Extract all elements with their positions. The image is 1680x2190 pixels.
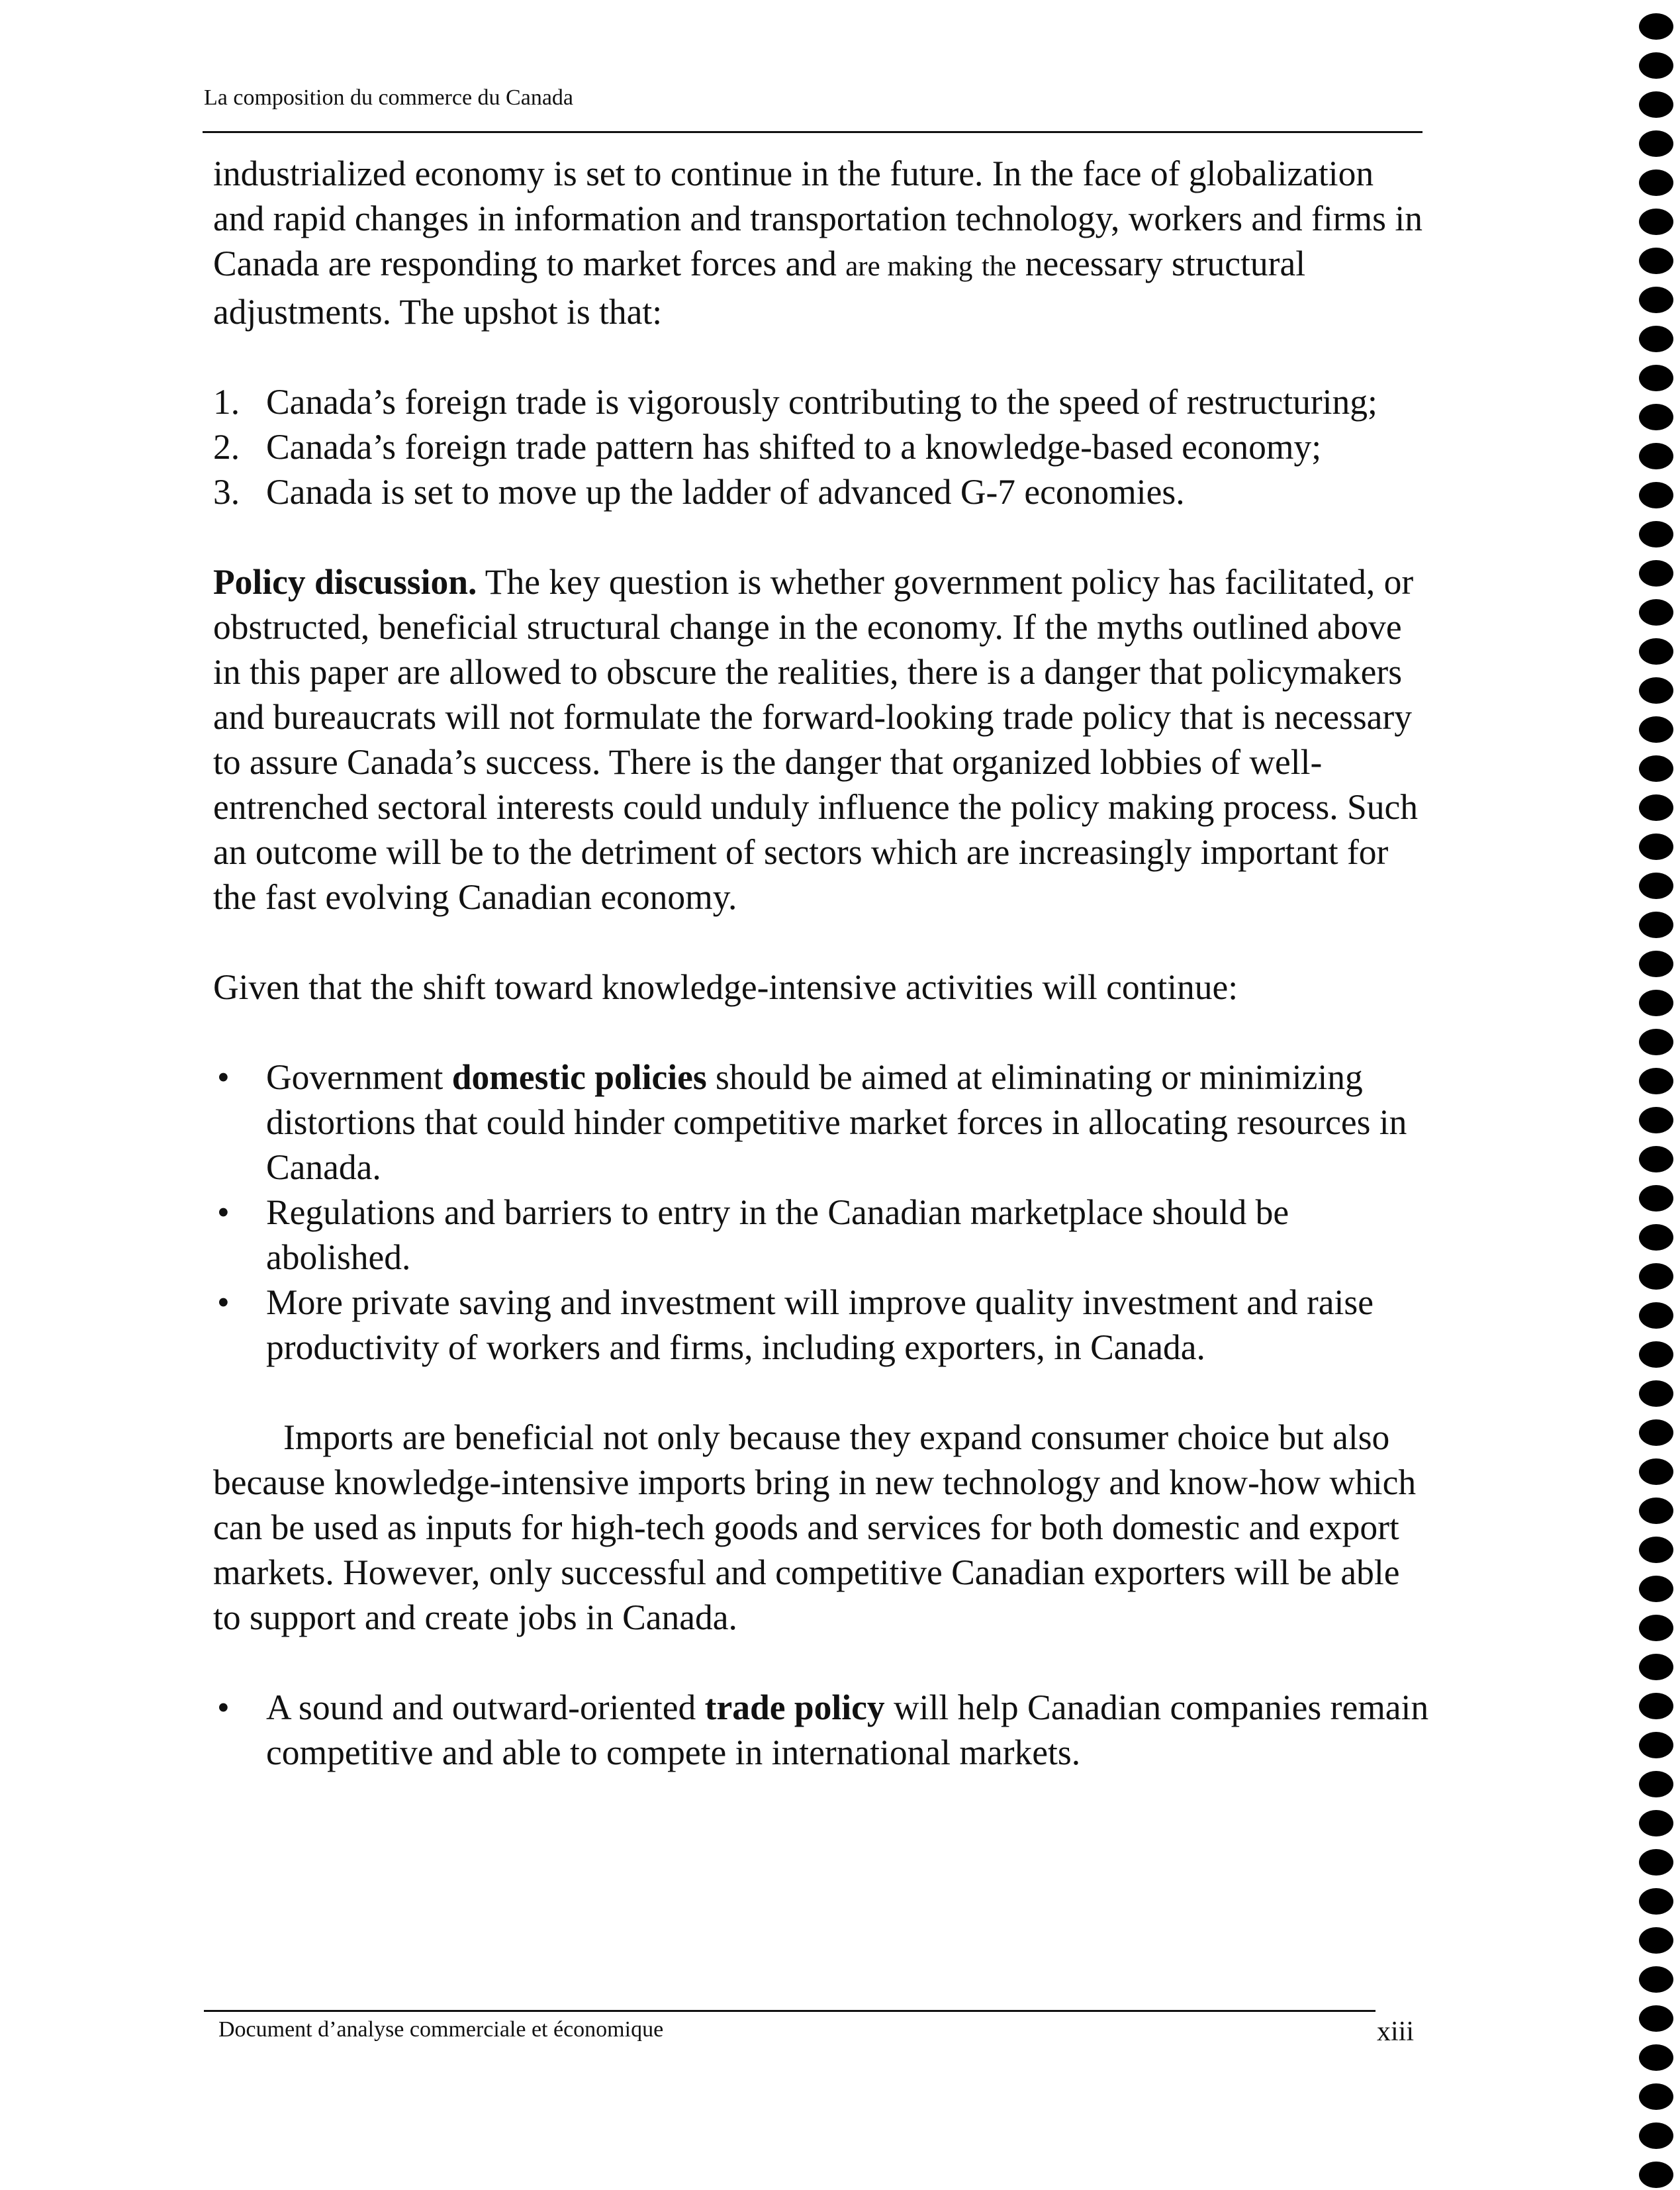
binding-hole [1639,755,1673,782]
given-sentence: Given that the shift toward knowledge-intensive activities will continue: [213,967,1238,1007]
upshot-list [213,379,1431,514]
binding-hole [1639,52,1673,79]
binding-hole [1639,1615,1673,1641]
binding-hole [1639,2162,1673,2188]
bullet-text: should be aimed at eliminating or minimizing distortions that could hinder competitive market forces in allocating resources in Canada. [266,1057,1407,1187]
running-header: La composition du commerce du Canada [204,85,573,110]
intro-small-text-1: are making [845,251,973,282]
binding-hole [1639,1849,1673,1876]
binding-hole [1639,1419,1673,1446]
binding-hole [1639,1224,1673,1251]
list-number: 2. [213,427,240,467]
binding-hole [1639,365,1673,391]
binding-hole [1639,248,1673,274]
page-body [213,151,1431,1775]
intro-small-text-2: the [981,251,1017,282]
bullet-icon: • [217,1282,230,1322]
binding-hole [1639,1029,1673,1055]
page-number: xiii [1377,2017,1415,2047]
intro-paragraph [213,151,1431,334]
binding-hole [1639,443,1673,469]
bullet-text: More private saving and investment will improve quality investment and raise productivity of workers and firms, including exporters, in Canada. [266,1282,1374,1367]
binding-hole [1639,716,1673,743]
binding-hole [1639,169,1673,196]
binding-hole [1639,951,1673,977]
binding-hole [1639,209,1673,235]
binding-hole [1639,560,1673,587]
list-item-text: Canada’s foreign trade is vigorously contributing to the speed of restructuring; [266,382,1377,422]
binding-hole [1639,638,1673,665]
upshot-item-3 [213,469,1431,514]
binding-hole [1639,287,1673,313]
upshot-item-1 [213,379,1431,424]
binding-hole [1639,677,1673,704]
binding-hole [1639,1576,1673,1602]
binding-hole [1639,482,1673,508]
binding-hole [1639,1693,1673,1719]
bullet-bold-text: trade policy [704,1688,885,1727]
binding-hole [1639,1458,1673,1485]
binding-hole [1639,2044,1673,2071]
binding-hole [1639,990,1673,1016]
intro-text: industrialized economy is set to continue in the future. In the face of globalization and rapid changes in information and transportation technology, workers and firms in Canada are responding to market forces and [213,154,1423,283]
bullet-text: will help Canadian companies remain competitive and able to compete in international markets. [266,1688,1429,1772]
trade-bullet-list [213,1685,1431,1775]
header-rule [203,131,1423,133]
binding-hole [1639,1654,1673,1680]
binding-hole [1639,912,1673,938]
binding-hole [1639,1341,1673,1368]
bullet-text: Regulations and barriers to entry in the Canadian marketplace should be abolished. [266,1192,1289,1277]
binding-hole [1639,873,1673,899]
bullet-icon: • [217,1688,230,1727]
binding-hole [1639,326,1673,352]
list-item-text: Canada’s foreign trade pattern has shifted to a knowledge-based economy; [266,427,1322,467]
bullet-item-trade-policy [213,1685,1431,1775]
running-footer: Document d’analyse commerciale et économique [218,2017,664,2042]
list-number: 3. [213,472,240,512]
binding-hole [1639,1146,1673,1172]
binding-hole [1639,2083,1673,2110]
binding-hole [1639,1302,1673,1329]
binding-hole [1639,1537,1673,1563]
bullet-item-saving [213,1280,1431,1370]
binding-hole [1639,13,1673,40]
bullet-bold-text: domestic policies [451,1057,707,1097]
binding-hole [1639,130,1673,157]
bullet-item-domestic [213,1055,1431,1190]
footer-rule [204,2010,1376,2012]
binding-hole [1639,1498,1673,1524]
intro-tail-text: necessary structural adjustments. The upshot is that: [213,244,1306,332]
policy-paragraph [213,559,1431,920]
binding-hole [1639,1771,1673,1797]
binding-hole [1639,1927,1673,1954]
binding-holes [1639,0,1679,2190]
binding-hole [1639,1966,1673,1993]
bullet-item-regulations [213,1190,1431,1280]
binding-hole [1639,521,1673,548]
binding-hole [1639,794,1673,821]
policy-text: The key question is whether government policy has facilitated, or obstructed, beneficial structural change in the economy. If the myths outlined above in this paper are allowed to obscure the realities, there is a danger that policymakers and bureaucrats will not formulate the forward-looking trade policy that is necessary to assure Canada’s success. There is the danger that organized lobbies of well-entrenched sectoral interests could unduly influence the policy making process. Such an outcome will be to the detriment of sectors which are increasingly important for the fast evolving Canadian economy. [213,562,1418,917]
binding-hole [1639,599,1673,626]
binding-hole [1639,1380,1673,1407]
binding-hole [1639,833,1673,860]
binding-hole [1639,2005,1673,2032]
bullet-text: Government [266,1057,443,1097]
binding-hole [1639,1732,1673,1758]
imports-paragraph: Imports are beneficial not only because they expand consumer choice but also because knowledge-intensive imports bring in new technology and know-how which can be used as inputs for high-tech goods and services for both domestic and export markets. However, only successful and competitive Canadian exporters will be able to support and create jobs in Canada. [213,1417,1417,1637]
binding-hole [1639,91,1673,118]
binding-hole [1639,1185,1673,1212]
upshot-item-2 [213,424,1431,469]
binding-hole [1639,2122,1673,2149]
bullet-text: A sound and outward-oriented [266,1688,696,1727]
list-number: 1. [213,382,240,422]
binding-hole [1639,1810,1673,1836]
binding-hole [1639,404,1673,430]
binding-hole [1639,1107,1673,1133]
bullet-icon: • [217,1192,230,1232]
policy-heading: Policy discussion. [213,562,477,602]
binding-hole [1639,1068,1673,1094]
binding-hole [1639,1888,1673,1915]
bullet-icon: • [217,1057,230,1097]
policy-bullet-list [213,1055,1431,1370]
list-item-text: Canada is set to move up the ladder of advanced G-7 economies. [266,472,1185,512]
binding-hole [1639,1263,1673,1290]
